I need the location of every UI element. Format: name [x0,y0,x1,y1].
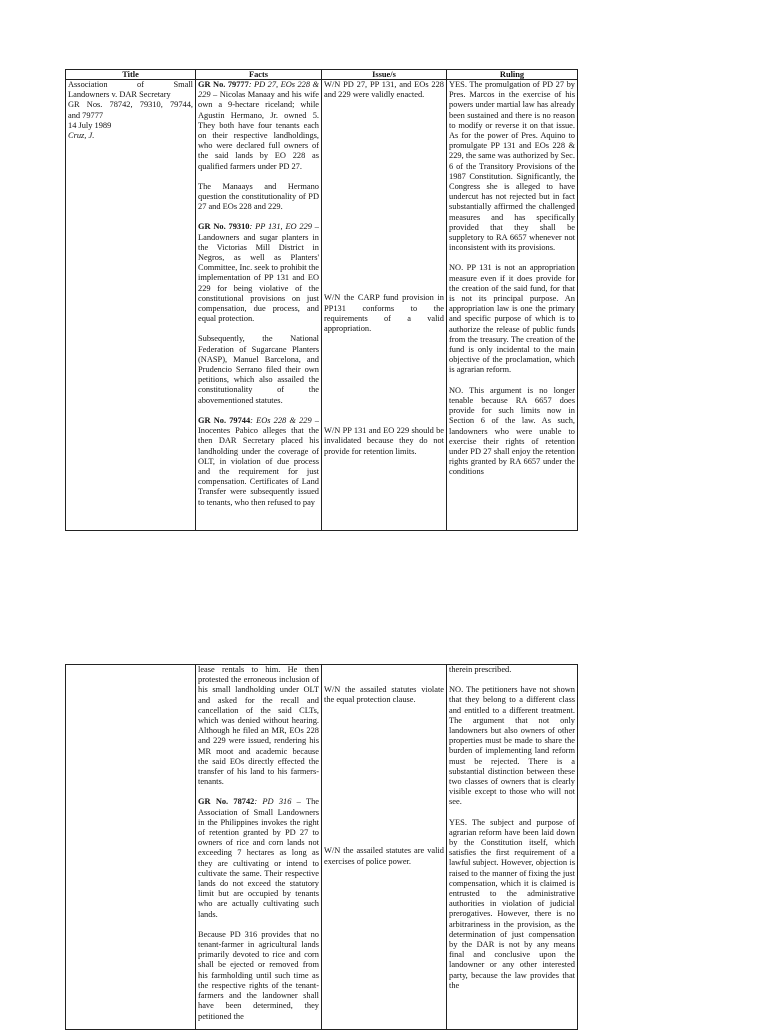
case-date: 14 July 1989 [68,120,112,130]
header-title: Title [66,70,196,80]
facts-paragraph: Subsequently, the National Federation of Sugarcane Planters (NASP), Manuel Barcelona, and Prudencio Serrano filed their own petitions, which also assailed the constitutionality of the abovementioned statutes. [198,334,319,405]
issues-cell [322,80,447,531]
facts-paragraph: lease rentals to him. He then protested the erroneous inclusion of his small landholding under OLT and asked for the recall and cancellation of the said CLTs, which was denied without hearing. Although he filed an MR, EOs 228 and 229 were issued, rendering his MR moot and academic because the said EOs directly effected the transfer of his land to his farmers-tenants. [198,665,319,787]
issue-item: W/N the assailed statutes violate the equal protection clause. [324,685,444,705]
facts-cell [196,80,322,531]
facts-text: – The Association of Small Landowners in the Philippines invokes the right of retention granted by PD 27 to owners of rice and corn lands not exceeding 7 hectares as long as they are cultivating or intend to cultivate the same. Their respective lands do not exceed the statutory limit but are occupied by tenants who are actually cultivating such lands. [198,797,319,919]
ruling-item: YES. The promulgation of PD 27 by Pres. Marcos in the exercise of his powers under martial law has already been sustained and there is no reason to modify or reverse it on that issue. As for the power of Pres. Aquino to promulgate PP 131 and EOs 228 & 229, the same was authorized by Sec. 6 of the Transitory Provisions of the 1987 Constitution. Significantly, the Congress she is alleged to have undercut has not rejected but in fact substantially affirmed the challenged measures and has specifically provided that they shall be suppletory to RA 6657 whenever not inconsistent with its provisions. [449,80,575,253]
gr-subject: : PD 27, EOs 228 & 229 [198,80,319,100]
facts-paragraph [198,80,319,172]
facts-paragraph: The Manaays and Hermano question the constitutionality of PD 27 and EOs 228 and 229. [198,181,319,212]
case-gr-numbers: GR Nos. 78742, 79310, 79744, [68,100,193,110]
gr-subject: : PP 131, EO 229 [249,222,312,232]
facts-text: – Landowners and sugar planters in the Victorias Mill District in Negros, as well as Planters' Committee, Inc. seek to prohibit the implementation of PP 131 and EO 229 for being violative of the constitutional provisions on just compensation, due process, and equal protection. [198,222,319,324]
gr-ref: GR No. 79777 [198,80,249,89]
facts-text: – Inocentes Pabico alleges that the then DAR Secretary placed his landholding under the coverage of OLT, in violation of due process and the requirement for just compensation. Certificates of Land Transfer were subsequently issued to tenants, who then refused to pay [198,415,319,507]
ruling-cell [447,80,578,531]
gr-subject: : EOs 228 & 229 [250,415,312,425]
header-facts: Facts [196,70,322,80]
header-ruling: Ruling [447,70,578,80]
case-digest-table-continued [65,664,578,1030]
issue-item: W/N the CARP fund provision in PP131 conforms to the requirements of a valid appropriation. [324,293,444,334]
ponente: Cruz, J. [68,131,95,141]
header-issues: Issue/s [322,70,447,80]
title-cell [66,80,196,531]
ruling-cell [447,665,578,1030]
page-2 [0,660,768,1024]
header-row [66,70,578,80]
gr-ref: GR No. 79310 [198,222,250,232]
facts-paragraph [198,222,319,324]
issues-cell [322,665,447,1030]
case-gr-numbers-cont: and 79777 [68,110,104,120]
facts-text: – Nicolas Manaay and his wife own a 9-hectare riceland; while Agustin Hermano, Jr. owned 5. They both have four tenants each on their respective landholdings, who were declared full owners of the said lands by EO 228 as qualified farmers under PD 27. [198,90,319,171]
ruling-item: therein prescribed. [449,665,512,674]
ruling-item: YES. The subject and purpose of agrarian reform have been laid down by the Constitution itself, which satisfies the first requirement of a lawful subject. However, objection is raised to the manner of fixing the just compensation, which it is claimed is entrusted to the administrative authorities in violation of judicial prerogatives. However, there is no arbitrariness in the provision, as the determination of just compensation by the DAR is not by any means final and conclusive upon the landowner or any other interested party, because the law provides that the [449,817,575,990]
gr-subject: : PD 316 [254,797,292,807]
ruling-item: NO. PP 131 is not an appropriation measure even if it does provide for the creation of the said fund, for that is not its principal purpose. An appropriation law is one the primary and specific purpose of which is to authorize the release of public funds from the treasury. The creation of the fund is only incidental to the main objective of the proclamation, which is agrarian reform. [449,263,575,375]
title-cell-empty [66,665,196,1030]
gr-ref: GR No. 78742 [198,797,255,807]
facts-cell [196,665,322,1030]
case-row [66,80,578,531]
gr-ref: GR No. 79744 [198,415,251,425]
issue-item: W/N PD 27, PP 131, and EOs 228 and 229 were validly enacted. [324,80,444,100]
case-title-line2: Landowners v. DAR Secretary [68,90,171,100]
case-title-line1: Association of Small [68,80,193,89]
case-row-continued [66,665,578,1030]
case-digest-table [65,69,578,531]
ruling-item: NO. This argument is no longer tenable because RA 6657 does provide for such limits now in Section 6 of the law. As such, landowners who were unable to exercise their rights of retention under PD 27 shall enjoy the retention rights granted by RA 6657 under the conditions [449,385,575,477]
issue-item: W/N the assailed statutes are valid exercises of police power. [324,846,444,866]
ruling-item: NO. The petitioners have not shown that they belong to a different class and entitled to a different treatment. The argument that not only landowners but also owners of other properties must be made to share the burden of implementing land reform must be rejected. There is a substantial distinction between these two classes of owners that is clearly visible except to those who will not see. [449,685,575,807]
facts-paragraph [198,797,319,919]
issue-item: W/N PP 131 and EO 229 should be invalidated because they do not provide for retention limits. [324,426,444,456]
facts-paragraph: Because PD 316 provides that no tenant-farmer in agricultural lands primarily devoted to rice and corn shall be ejected or removed from his farmholding until such time as the respective rights of the tenant-farmers and the landowner shall have been determined, they petitioned the [198,929,319,1021]
facts-paragraph [198,416,319,508]
